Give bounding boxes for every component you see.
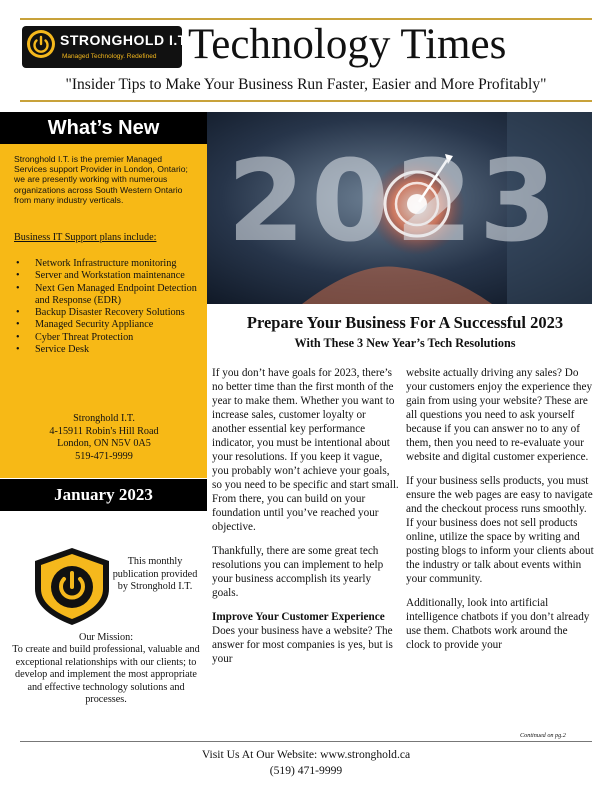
publication-note: This monthly publication provided by Stronghold I.T. xyxy=(112,556,198,593)
masthead-title: Technology Times xyxy=(188,21,507,68)
continued-note: Continued on pg.2 xyxy=(520,732,566,739)
hero-year-text: 2023 xyxy=(227,137,563,267)
issue-date-heading: January 2023 xyxy=(0,479,207,511)
paragraph: Additionally, look into artificial intelligence chatbots if you don’t already use them. Chatbots work around the clock to provide your xyxy=(406,597,590,651)
footer-phone: (519) 471-9999 xyxy=(269,764,343,777)
paragraph: If you don’t have goals for 2023, there’s no better time than the first month of the year to make them. Whether you want to increase sales, customer loyalty or another essential key performance indicator, you must be intentional about your resolutions. If you keep it vague, you probably won’t achieve your goals, so you need to be specific and start small. From there, you can build on your foundation until you’ve reached your objective. xyxy=(212,367,399,533)
power-shield-icon xyxy=(31,545,113,627)
list-item: • Managed Security Appliance xyxy=(14,319,202,331)
article-title: Prepare Your Business For A Successful 2023 xyxy=(246,313,564,332)
hero-image xyxy=(207,112,592,304)
whats-new-heading: What’s New xyxy=(0,112,207,144)
section-heading: Improve Your Customer Experience xyxy=(212,611,385,623)
sidebar-intro: Stronghold I.T. is the premier Managed Services support Provider in London, Ontario; we are presently working with numerous organizations across South Western Ontario from many industry verticals. xyxy=(14,154,188,205)
address-city: London, ON N5V 0A5 xyxy=(57,438,151,450)
article-column-2 xyxy=(406,366,594,662)
list-item: • Backup Disaster Recovery Solutions xyxy=(14,307,202,319)
footer-rule xyxy=(20,741,592,742)
logo-name: STRONGHOLD I.T. xyxy=(60,32,190,48)
plans-heading: Business IT Support plans include: xyxy=(14,232,157,243)
masthead-tagline: "Insider Tips to Make Your Business Run Faster, Easier and More Profitably" xyxy=(65,76,547,93)
article-subtitle: With These 3 New Year’s Tech Resolutions xyxy=(294,336,516,350)
footer-website[interactable]: Visit Us At Our Website: www.stronghold.ca xyxy=(201,748,411,761)
logo-tagline: Managed Technology. Redefined xyxy=(62,53,157,60)
paragraph: website actually driving any sales? Do your customers enjoy the experience they gain from using your website? These are all questions you need to ask yourself because if you can answer no to any of them, then you need to re-evaluate your website and digital customer experience. xyxy=(406,367,593,463)
company-address xyxy=(14,413,194,463)
plans-list xyxy=(14,258,202,356)
list-item: • Cyber Threat Protection xyxy=(14,332,202,344)
list-item: • Service Desk xyxy=(14,344,202,356)
address-street: 4-15911 Robin's Hill Road xyxy=(49,425,159,437)
list-item: • Network Infrastructure monitoring xyxy=(14,258,202,270)
mission-text: To create and build professional, valuable and exceptional relationships with our clients; to develop and implement the most appropriate and effective technology solutions and processes. xyxy=(12,644,200,706)
address-phone: 519-471-9999 xyxy=(75,450,133,462)
paragraph: Thankfully, there are some great tech resolutions you can implement to help your business accomplish its yearly goals. xyxy=(212,545,384,599)
mission-statement xyxy=(8,632,204,706)
stronghold-logo xyxy=(22,26,190,68)
header-rule xyxy=(20,100,592,102)
list-item: • Server and Workstation maintenance xyxy=(14,270,202,282)
article-column-1 xyxy=(212,366,400,676)
paragraph: Does your business have a website? The answer for most companies is yes, but is your xyxy=(212,625,393,665)
address-name: Stronghold I.T. xyxy=(73,413,135,424)
mission-heading: Our Mission: xyxy=(78,632,134,643)
list-item: • Next Gen Managed Endpoint Detection and Response (EDR) xyxy=(14,283,202,308)
power-icon xyxy=(27,30,55,58)
paragraph: If your business sells products, you must ensure the web pages are easy to navigate and the checkout process runs smoothly. If your business does not sell products online, utilize the space by writing and posting blogs to inform your clients about the industry or talk about events within your community. xyxy=(406,475,594,585)
